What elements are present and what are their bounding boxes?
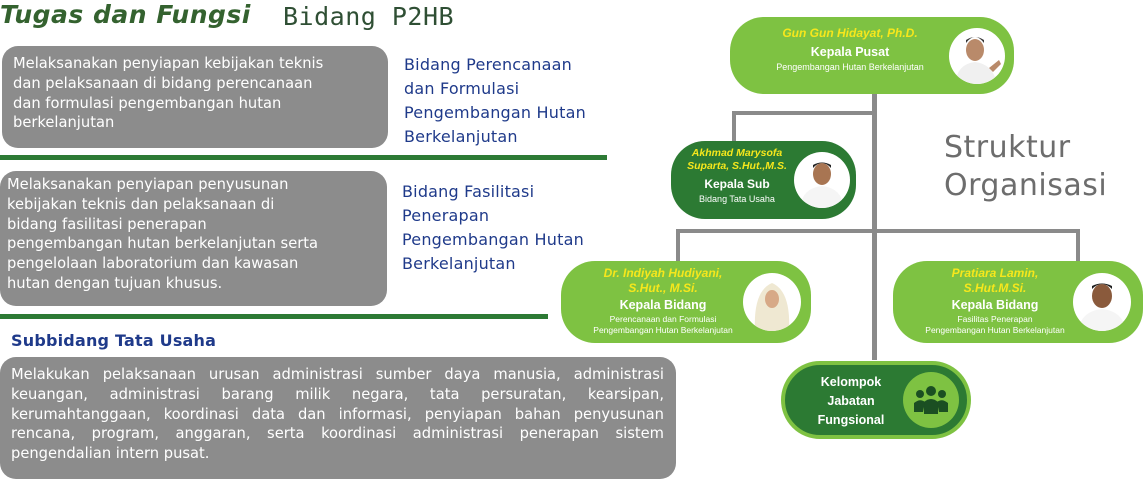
- person-position: Kepala Bidang: [951, 298, 1039, 312]
- description-box-perencanaan: [2, 46, 388, 148]
- person-name: Akhmad Marysofa Suparta, S.Hut.,M.S.: [687, 147, 787, 172]
- card-kepala-sub: [671, 141, 856, 219]
- divider: [0, 314, 548, 319]
- subbidang-title: Subbidang Tata Usaha: [11, 331, 217, 350]
- person-unit: Bidang Tata Usaha: [699, 194, 775, 204]
- bidang-label-perencanaan: Bidang Perencanaan dan Formulasi Pengembangan Hutan Berkelanjutan: [404, 55, 586, 146]
- avatar: [949, 28, 1005, 84]
- avatar: [743, 273, 801, 331]
- group-people-icon: [903, 372, 959, 428]
- card-kepala-bidang-fasilitasi: [893, 261, 1143, 343]
- person-photo-icon: [743, 273, 801, 331]
- org-line-trunk: [872, 92, 877, 360]
- page-subtitle: Bidang P2HB: [283, 2, 455, 31]
- person-unit: Pengembangan Hutan Berkelanjutan: [776, 62, 924, 72]
- person-unit: Fasilitas Penerapan Pengembangan Hutan Berkelanjutan: [925, 314, 1065, 335]
- avatar: [794, 152, 850, 208]
- person-photo-icon: [1073, 273, 1131, 331]
- description-box-fasilitasi: [0, 171, 387, 306]
- person-position: Kepala Pusat: [810, 45, 890, 59]
- divider: [0, 155, 607, 160]
- person-name: Pratiara Lamin, S.Hut.M.Si.: [951, 266, 1039, 295]
- page-title: Tugas dan Fungsi: [0, 0, 251, 29]
- card-kepala-pusat: [730, 17, 1014, 94]
- description-text: Melakukan pelaksanaan urusan administrasi sumber daya manusia, administrasi keuangan, administrasi barang milik negara, tata persuratan, kearsipan, kerumahtanggaan, koordinasi data dan informasi, penyiapan bahan penyusunan rencana, program, anggaran, serta koordinasi administrasi penerapan sistem pengendalian intern pusat.: [11, 366, 664, 463]
- avatar: [1073, 273, 1131, 331]
- org-heading: Struktur Organisasi: [944, 130, 1108, 203]
- description-text: Melaksanakan penyiapan kebijakan teknis dan pelaksanaan di bidang perencanaan dan formulasi pengembangan hutan berkelanjutan: [13, 55, 324, 132]
- org-line-sub-vertical: [732, 111, 736, 143]
- person-name: Gun Gun Hidayat, Ph.D.: [782, 26, 918, 40]
- person-unit: Perencanaan dan Formulasi Pengembangan Hutan Berkelanjutan: [593, 314, 733, 335]
- person-position: Kepala Bidang: [619, 298, 707, 312]
- org-line-left-vertical: [676, 229, 680, 263]
- functional-label: Kelompok Jabatan Fungsional: [817, 375, 885, 427]
- card-kelompok-jabatan-fungsional: [781, 361, 971, 439]
- description-text: Melaksanakan penyiapan penyusunan kebijakan teknis dan pelaksanaan di bidang fasilitasi penerapan pengembangan hutan berkelanjutan serta pengelolaan laboratorium dan kawasan hutan dengan tujuan khusus.: [7, 176, 319, 292]
- org-line-sub-horizontal: [732, 111, 874, 115]
- org-line-right-vertical: [1076, 229, 1080, 263]
- person-position: Kepala Sub: [704, 177, 770, 191]
- card-kepala-bidang-perencanaan: [561, 261, 811, 343]
- bidang-label-fasilitasi: Bidang Fasilitasi Penerapan Pengembangan Hutan Berkelanjutan: [402, 182, 584, 273]
- person-photo-icon: [949, 28, 1005, 84]
- person-name: Dr. Indiyah Hudiyani, S.Hut., M.Si.: [603, 266, 723, 295]
- org-line-bidang-horizontal: [676, 229, 1080, 233]
- person-photo-icon: [794, 152, 850, 208]
- description-box-tata-usaha: [0, 357, 676, 479]
